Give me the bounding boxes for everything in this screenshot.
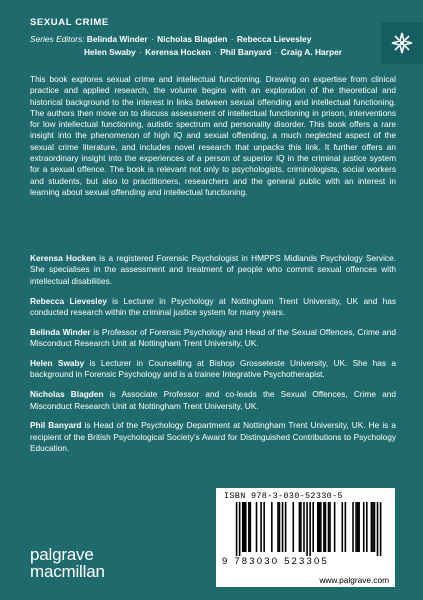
barcode-bar: [299, 502, 301, 552]
barcode-bar: [380, 502, 382, 556]
author-bio: [30, 358, 396, 381]
barcode-bar: [306, 502, 308, 556]
barcode-bar: [292, 502, 294, 552]
barcode-bar: [358, 502, 360, 552]
author-name: Helen Swaby: [30, 358, 85, 369]
barcode-bar: [236, 502, 238, 556]
barcode-bar: [312, 502, 314, 552]
barcode-bar: [371, 502, 373, 552]
author-bios: [30, 253, 396, 463]
barcode-bar: [250, 502, 252, 552]
editor-name: Nicholas Blagden: [157, 34, 228, 44]
editor-name: Rebecca Lievesley: [236, 34, 312, 44]
author-name: Kerensa Hocken: [30, 253, 96, 263]
barcode-bar: [325, 502, 327, 552]
author-bio: [30, 420, 396, 454]
barcode-bar: [285, 502, 287, 552]
book-description: This book explores sexual crime and intellectual functioning. Drawing on expertise from clinical practice and applied research, the volume begins with an exploration of the theoretical and historical background to the interest in links between sexual offending and intellectual functioning. The authors then move on to discuss assessment of intellectual functioning in prison, interventions for low intellectual functioning, autistic spectrum and personality disorder. This book offers a rare insight into the phenomenon of high IQ and sexual offending, a much neglected aspect of the sexual crime literature, and includes novel research that unpacks this link. It further offers an extraordinary insight into the experiences of a person of superior IQ in the criminal justice system for a sexual offence. The book is relevant not only to psychologists, criminologists, social workers and students, but also to practitioners, researchers and the general public with an interest in learning about sexual offending and intellectual functioning.: [30, 74, 396, 197]
barcode-bar: [323, 502, 325, 552]
barcode-bar: [277, 502, 279, 552]
author-name: Rebecca Lievesley: [30, 295, 107, 306]
author-bio: [30, 296, 396, 319]
author-bio-text: is Professor of Forensic Psychology and Head of the Sexual Offences, Crime and Misconduct Research Unit at Nottingham Trent University, UK.: [30, 326, 396, 349]
barcode-bar: [363, 502, 365, 552]
barcode-bar: [303, 502, 305, 552]
author-bio: [30, 253, 396, 287]
barcode-bar: [329, 502, 331, 552]
barcode-bar: [319, 502, 321, 552]
barcode-bar: [377, 502, 379, 556]
barcode-bar: [300, 502, 302, 552]
series-editors: Series Editors: Belinda Winder · Nicholas Blagden · Rebecca Lievesley Helen Swaby · Kerensa Hocken · Phil Banyard · Craig A. Harper: [30, 34, 342, 57]
barcode-bar: [271, 502, 273, 552]
series-title: SEXUAL CRIME: [30, 17, 109, 28]
barcode-bar: [366, 502, 368, 552]
editors-label: Series Editors:: [30, 34, 85, 44]
author-bio-text: is Head of the Psychology Department at Nottingham Trent University, UK. He is a recipient of the British Psychological Society’s Award for Distinguished Contributions to Psychology Education.: [30, 420, 396, 454]
barcode-bar: [309, 502, 311, 556]
barcode-bar: [245, 502, 247, 552]
barcode-bar: [357, 502, 359, 552]
author-bio-text: is a registered Forensic Psychologist in HMPPS Midlands Psychology Service. She specialises in the assessment and treatment of people who commit sexual offences with intellectual disabilities.: [30, 253, 396, 286]
author-bio-text: is Associate Professor and co-leads the Sexual Offences, Crime and Misconduct Research Unit at Nottingham Trent University, UK.: [30, 389, 396, 411]
editor-name: Helen Swaby: [84, 47, 136, 57]
author-name: Belinda Winder: [30, 326, 91, 337]
barcode-bar: [263, 502, 265, 552]
editor-name: Kerensa Hocken: [145, 47, 211, 57]
author-name: Phil Banyard: [30, 420, 82, 431]
barcode-bar: [317, 502, 319, 552]
barcode-bar: [345, 502, 347, 552]
publisher-line-1: palgrave: [30, 545, 94, 564]
barcode-bar: [352, 502, 354, 552]
barcode-bar: [342, 502, 344, 552]
author-bio-text: is Lecturer in Counselling at Bishop Grosseteste University, UK. She has a background in Forensic Psychology and is a trainee Integrative Psychotherapist.: [30, 358, 396, 380]
isbn-label: ISBN 978-3-030-52330-5: [224, 491, 343, 501]
barcode-block: [216, 488, 395, 573]
barcode-bar: [248, 502, 250, 552]
website-url: www.palgrave.com: [216, 573, 395, 587]
barcode-bar: [328, 502, 330, 552]
author-bio-text: is Lecturer in Psychology at Nottingham Trent University, UK and has conducted research within the criminal justice system for many years.: [30, 295, 396, 318]
barcode-bar: [374, 502, 376, 552]
barcode-bar: [372, 502, 374, 552]
barcode-number: 9 783030 523305: [222, 556, 329, 567]
barcode-bar: [279, 502, 281, 552]
author-bio: [30, 389, 396, 412]
barcode-bar: [320, 502, 322, 552]
barcode-bar: [334, 502, 336, 552]
barcode-bar: [239, 502, 241, 556]
editor-name: Phil Banyard: [220, 47, 272, 57]
barcode-bar: [355, 502, 357, 552]
barcode-bar: [282, 502, 284, 552]
barcode-bar: [256, 502, 258, 552]
publisher-line-2: macmillan: [30, 562, 105, 581]
author-bio: [30, 327, 396, 350]
editor-name: Craig A. Harper: [280, 47, 342, 57]
publisher-logo: [30, 546, 105, 580]
author-name: Nicholas Blagden: [30, 389, 104, 400]
barcode-bar: [243, 502, 245, 552]
barcode-bar: [242, 502, 244, 552]
palgrave-logo-icon: [381, 22, 423, 64]
editor-name: Belinda Winder: [86, 34, 148, 44]
barcode-bar: [260, 502, 262, 552]
barcode-bars: [222, 502, 389, 556]
